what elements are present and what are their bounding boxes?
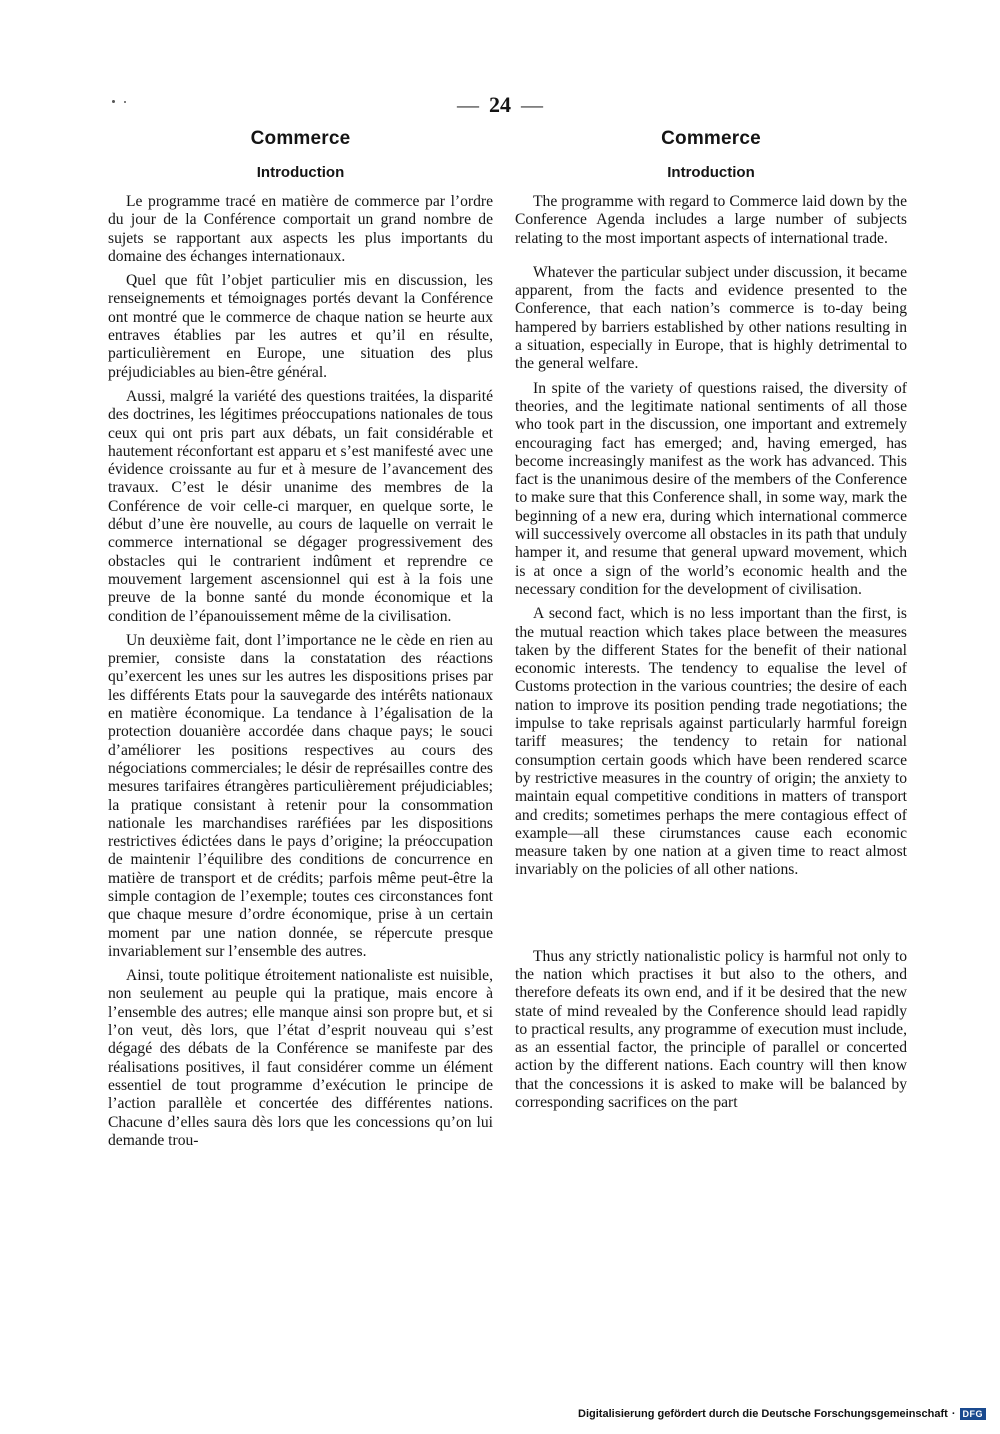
french-paragraph-4: Un deuxième fait, dont l’importance ne le cède en rien au premier, consiste dans la constatation des réactions qu’exercent les unes sur les autres les dispositions prises par les différents Etats pour la sauvegarde des intérêts nationaux en matière économique. La tendance à l’égalisation de la protection douanière accordée dans chaque pays; le souci d’améliorer les positions respectives au cours des négociations commerciales; le désir de représailles contre des mesures tarifaires étrangères particulièrement préjudiciables; la pratique consistant à retenir pour la consommation nationale les marchandises raréfiées par les dispositions restrictives édictées dans le pays d’origine; la préoccupation de maintenir l’équilibre des conditions de concurrence en matière de transport et de crédits; parfois même peut-être la simple contagion de l’exemple; toutes ces circonstances font que chaque mesure d’ordre économique, prise à un certain moment par une nation donnée, se répercute presque invariablement sur l’ensemble des autres. (108, 631, 493, 960)
french-column (108, 128, 493, 1156)
scan-speck (112, 100, 115, 103)
french-section-title: Commerce (250, 128, 351, 149)
french-paragraph-2: Quel que fût l’objet particulier mis en discussion, les renseignements et témoignages portés devant la Conférence ont montré que le commerce de chaque nation se heurte aux entraves établies par les autres et qu’il en résulte, particulièrement en Europe, une situation des plus préjudiciables au bien-être général. (108, 272, 493, 381)
english-section-title: Commerce (661, 128, 761, 149)
page-number (0, 92, 1000, 118)
french-paragraph-5: Ainsi, toute politique étroitement nationaliste est nuisible, non seulement au peuple qui la pratique, mais encore à l’ensemble des autres; elle manque ainsi son propre but, et si l’on veut, dès lors, que l’état d’esprit nouveau qui s’est dégagé des débats de la Conférence se manifeste par des réalisations positives, il faut considérer comme un élément essentiel de tout programme d’exécution le principe de l’action parallèle et concertée des différentes nations. Chacune d’elles saura dès lors que les concessions qu’on lui demande trou- (108, 967, 493, 1149)
page-number-value: 24 (489, 92, 511, 117)
english-paragraph-1: The programme with regard to Commerce laid down by the Conference Agenda includes a large number of subjects relating to the most important aspects of international trade. (515, 193, 907, 247)
english-column (515, 128, 907, 1118)
english-paragraph-2: Whatever the particular subject under discussion, it became apparent, from the facts and evidence presented to the Conference, that each nation’s commerce is to-day being hampered by barriers established by other nations resulting in a situation, especially in Europe, that is highly detrimental to the general welfare. (515, 263, 907, 373)
dfg-logo-icon: DFG (960, 1408, 987, 1420)
french-paragraph-3: Aussi, malgré la variété des questions traitées, la disparité des doctrines, les légitimes préoccupations nationales de tous ceux qui ont pris part aux débats, un fait considérable et hautement réconfortant est apparu et s’est manifesté avec une évidence croissante au fur et à mesure de l’avancement des travaux. C’est le désir unanime des membres de la Conférence de voir celle-ci marquer, en quelque sorte, le début d’une ère nouvelle, au cours de laquelle on verrait le commerce international se dégager progressivement des obstacles qui le contrarient indûment et reprendre ce mouvement largement ascensionnel qui est à la fois une preuve de la bonne santé du monde économique et la condition de l’épanouissement même de la civilisation. (108, 387, 493, 625)
french-subtitle: Introduction (256, 164, 345, 181)
french-paragraph-1: Le programme tracé en matière de commerce par l’ordre du jour de la Conférence comportait un grand nombre de sujets se rapportant aux aspects les plus importants du domaine des échanges internationaux. (108, 193, 493, 265)
footer-credit: Digitalisierung gefördert durch die Deutsche Forschungsgemeinschaft · DFG (578, 1408, 986, 1420)
english-subtitle: Introduction (667, 164, 755, 181)
english-paragraph-4: A second fact, which is no less important than the first, is the mutual reaction which takes place between the measures taken by the different States for the benefit of their national economic interests. The tendency to equalise the level of Customs protection in the various countries; the desire of each nation to improve its position pending trade negotiations; the impulse to take reprisals against particularly harmful foreign tariff measures; the tendency to retain for national consumption certain goods which have been rendered scarce by restrictive measures in the country of origin; the anxiety to maintain equal competitive conditions in matters of transport and credits; sometimes perhaps the mere contagious effect of example—all these cirumstances cause each economic measure taken by one nation at a given time to react almost invariably on the policies of all other nations. (515, 605, 907, 879)
scan-speck (124, 101, 126, 103)
english-paragraph-5: Thus any strictly nationalistic policy is harmful not only to the nation which practises it but also to the others, and therefore defeats its own end, and if it be desired that the new state of mind revealed by the Conference should lead rapidly to practical results, any programme of execution must include, as an essential factor, the principle of parallel or concerted action by the different nations. Each country will then know that the concessions it is asked to make will be balanced by corresponding sacrifices on the part (515, 947, 907, 1112)
dash-left: — (457, 92, 479, 117)
dash-right: — (521, 92, 543, 117)
footer-text: Digitalisierung gefördert durch die Deutsche Forschungsgemeinschaft (578, 1408, 948, 1420)
english-paragraph-3: In spite of the variety of questions raised, the diversity of theories, and the legitimate national sentiments of all those who took part in the discussion, one important and extremely encouraging fact has emerged; and, having emerged, has become increasingly manifest as the work has advanced. This fact is the unanimous desire of the members of the Conference to make sure that this Conference shall, in some way, mark the beginning of a new era, during which international commerce will successively overcome all obstacles in its path that unduly hamper it, and resume that general upward movement, which is at once a sign of the world’s economic health and the necessary condition for the development of civilisation. (515, 379, 907, 598)
